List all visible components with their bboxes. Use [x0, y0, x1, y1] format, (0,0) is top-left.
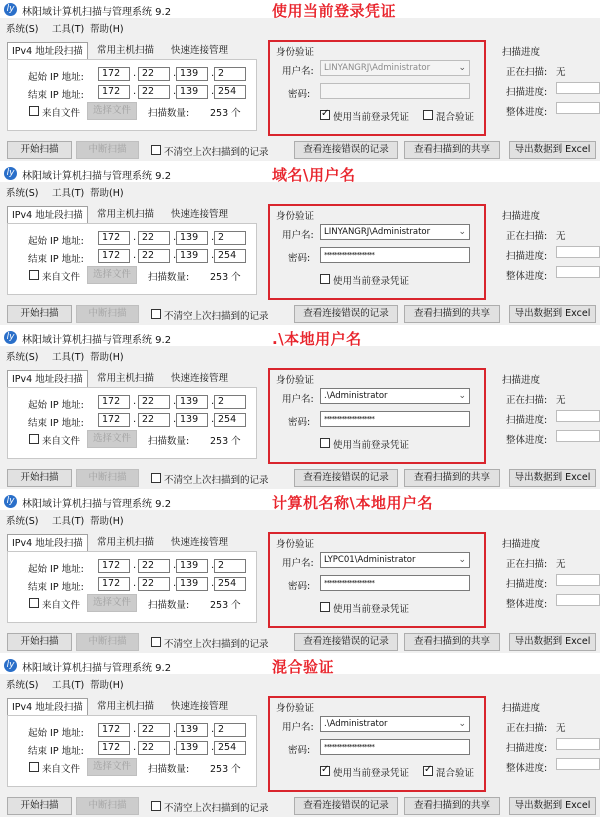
- tab-strip: [7, 534, 257, 552]
- password-field[interactable]: [320, 575, 470, 591]
- auth-group-title: 身份验证: [276, 375, 315, 386]
- password-mask: ********************: [324, 415, 374, 423]
- username-combobox[interactable]: [320, 388, 470, 404]
- start-ip-octet-2[interactable]: 22: [138, 559, 170, 573]
- password-mask: ********************: [324, 743, 374, 751]
- use-current-credentials-checkbox[interactable]: [320, 274, 330, 284]
- stop-scan-button[interactable]: 中断扫描: [76, 797, 139, 815]
- end-ip-label: 结束 IP 地址:: [28, 254, 84, 265]
- end-ip-octet-2[interactable]: 22: [138, 249, 170, 263]
- ip-dot: .: [173, 742, 177, 753]
- stop-scan-button[interactable]: 中断扫描: [76, 141, 139, 159]
- progress-group-title: 扫描进度: [502, 539, 541, 550]
- scanning-label: 正在扫描:: [506, 231, 548, 242]
- start-ip-octet-1[interactable]: 172: [98, 231, 130, 245]
- chevron-down-icon[interactable]: ⌄: [458, 555, 466, 565]
- start-ip-octet-1[interactable]: 172: [98, 559, 130, 573]
- end-ip-octet-2[interactable]: 22: [138, 741, 170, 755]
- end-ip-octet-3[interactable]: 139: [176, 85, 208, 99]
- start-ip-label: 起始 IP 地址:: [28, 400, 84, 411]
- ip-dot: .: [133, 250, 137, 261]
- start-ip-octet-2[interactable]: 22: [138, 723, 170, 737]
- start-ip-octet-3[interactable]: 139: [176, 395, 208, 409]
- ip-dot: .: [133, 68, 137, 79]
- end-ip-octet-3[interactable]: 139: [176, 413, 208, 427]
- menu-help[interactable]: 帮助(H): [90, 352, 124, 363]
- menu-help[interactable]: 帮助(H): [90, 516, 124, 527]
- mixed-auth-checkbox[interactable]: [423, 110, 433, 120]
- scan-count-value: 253 个: [210, 764, 241, 775]
- username-label: 用户名:: [282, 394, 314, 405]
- app-logo-icon: ly: [4, 167, 17, 180]
- progress-group-title: 扫描进度: [502, 703, 541, 714]
- end-ip-label: 结束 IP 地址:: [28, 746, 84, 757]
- mixed-auth-label: 混合验证: [436, 768, 475, 779]
- app-logo-icon: ly: [4, 3, 17, 16]
- view-shares-button[interactable]: 查看扫描到的共享: [404, 141, 500, 159]
- end-ip-octet-1[interactable]: 172: [98, 741, 130, 755]
- tab-ipv4-range[interactable]: IPv4 地址段扫描: [7, 534, 88, 552]
- ipv4-tab-panel: [7, 223, 257, 295]
- menu-system[interactable]: 系统(S): [6, 516, 39, 527]
- menu-bar: [0, 512, 600, 526]
- start-ip-octet-2[interactable]: 22: [138, 231, 170, 245]
- scan-progress-bar: [556, 410, 600, 422]
- view-shares-button[interactable]: 查看扫描到的共享: [404, 469, 500, 487]
- overall-progress-bar: [556, 758, 600, 770]
- scan-progress-label: 扫描进度:: [506, 87, 548, 98]
- end-ip-octet-1[interactable]: 172: [98, 249, 130, 263]
- from-file-checkbox[interactable]: [29, 434, 39, 444]
- annotation-caption: .\本地用户名: [272, 330, 362, 348]
- app-window-2: [0, 164, 600, 327]
- start-ip-octet-2[interactable]: 22: [138, 67, 170, 81]
- scan-progress-bar: [556, 574, 600, 586]
- view-connection-errors-button[interactable]: 查看连接错误的记录: [294, 633, 398, 651]
- ipv4-tab-panel: [7, 59, 257, 131]
- scan-count-label: 扫描数量:: [148, 108, 190, 119]
- ip-dot: .: [173, 396, 177, 407]
- choose-file-button[interactable]: 选择文件: [87, 594, 137, 612]
- use-current-credentials-label: 使用当前登录凭证: [333, 112, 410, 123]
- tab-quick-connect[interactable]: 快速连接管理: [171, 209, 229, 220]
- menu-help[interactable]: 帮助(H): [90, 188, 124, 199]
- start-ip-octet-1[interactable]: 172: [98, 67, 130, 81]
- menu-help[interactable]: 帮助(H): [90, 680, 124, 691]
- start-scan-button[interactable]: 开始扫描: [7, 797, 72, 815]
- ip-dot: .: [211, 560, 215, 571]
- ip-dot: .: [211, 396, 215, 407]
- overall-progress-label: 整体进度:: [506, 763, 548, 774]
- use-current-credentials-checkbox[interactable]: [320, 438, 330, 448]
- menu-system[interactable]: 系统(S): [6, 680, 39, 691]
- start-ip-octet-3[interactable]: 139: [176, 723, 208, 737]
- scan-progress-bar: [556, 738, 600, 750]
- app-window-5: [0, 656, 600, 819]
- use-current-credentials-checkbox[interactable]: [320, 766, 330, 776]
- annotation-caption: 使用当前登录凭证: [272, 2, 397, 20]
- username-value: .\Administrator: [324, 719, 388, 729]
- scanning-label: 正在扫描:: [506, 67, 548, 78]
- ip-dot: .: [211, 742, 215, 753]
- annotation-caption: 混合验证: [272, 658, 335, 676]
- password-field[interactable]: [320, 83, 470, 99]
- menu-help[interactable]: 帮助(H): [90, 24, 124, 35]
- overall-progress-bar: [556, 266, 600, 278]
- view-shares-button[interactable]: 查看扫描到的共享: [404, 633, 500, 651]
- ip-dot: .: [211, 68, 215, 79]
- password-label: 密码:: [288, 253, 311, 264]
- ipv4-tab-panel: [7, 715, 257, 787]
- overall-progress-bar: [556, 102, 600, 114]
- scan-count-label: 扫描数量:: [148, 764, 190, 775]
- export-excel-button[interactable]: 导出数据到 Excel: [509, 141, 596, 159]
- tab-strip: [7, 698, 257, 716]
- tab-strip: [7, 370, 257, 388]
- ip-dot: .: [173, 578, 177, 589]
- view-shares-button[interactable]: 查看扫描到的共享: [404, 797, 500, 815]
- ip-dot: .: [173, 414, 177, 425]
- tab-quick-connect[interactable]: 快速连接管理: [171, 537, 229, 548]
- tab-common-hosts[interactable]: 常用主机扫描: [97, 537, 155, 548]
- tab-ipv4-range[interactable]: IPv4 地址段扫描: [7, 698, 88, 716]
- overall-progress-label: 整体进度:: [506, 599, 548, 610]
- password-mask: ********************: [324, 251, 374, 259]
- from-file-checkbox[interactable]: [29, 762, 39, 772]
- scanning-value: 无: [556, 723, 566, 734]
- end-ip-octet-4[interactable]: 254: [214, 577, 246, 591]
- auth-group-title: 身份验证: [276, 539, 315, 550]
- app-logo-icon: ly: [4, 331, 17, 344]
- view-shares-button[interactable]: 查看扫描到的共享: [404, 305, 500, 323]
- auth-group-title: 身份验证: [276, 211, 315, 222]
- ip-dot: .: [173, 560, 177, 571]
- username-label: 用户名:: [282, 66, 314, 77]
- menu-tools[interactable]: 工具(T): [52, 516, 85, 527]
- export-excel-button[interactable]: 导出数据到 Excel: [509, 469, 596, 487]
- no-clear-checkbox[interactable]: [151, 637, 161, 647]
- ip-dot: .: [133, 578, 137, 589]
- end-ip-octet-3[interactable]: 139: [176, 249, 208, 263]
- start-ip-octet-4[interactable]: 2: [214, 559, 246, 573]
- view-connection-errors-button[interactable]: 查看连接错误的记录: [294, 305, 398, 323]
- app-logo-icon: ly: [4, 495, 17, 508]
- start-scan-button[interactable]: 开始扫描: [7, 141, 72, 159]
- auth-group-title: 身份验证: [276, 47, 315, 58]
- use-current-credentials-label: 使用当前登录凭证: [333, 276, 410, 287]
- username-label: 用户名:: [282, 230, 314, 241]
- no-clear-checkbox[interactable]: [151, 309, 161, 319]
- end-ip-octet-1[interactable]: 172: [98, 85, 130, 99]
- overall-progress-label: 整体进度:: [506, 435, 548, 446]
- username-combobox[interactable]: [320, 716, 470, 732]
- from-file-checkbox[interactable]: [29, 598, 39, 608]
- ip-dot: .: [173, 250, 177, 261]
- scanning-value: 无: [556, 67, 566, 78]
- view-connection-errors-button[interactable]: 查看连接错误的记录: [294, 141, 398, 159]
- app-window-3: [0, 328, 600, 491]
- progress-group-title: 扫描进度: [502, 375, 541, 386]
- start-scan-button[interactable]: 开始扫描: [7, 469, 72, 487]
- overall-progress-bar: [556, 430, 600, 442]
- end-ip-octet-2[interactable]: 22: [138, 577, 170, 591]
- scanning-value: 无: [556, 395, 566, 406]
- use-current-credentials-checkbox[interactable]: [320, 110, 330, 120]
- progress-group-title: 扫描进度: [502, 211, 541, 222]
- scan-count-value: 253 个: [210, 272, 241, 283]
- password-field[interactable]: [320, 247, 470, 263]
- window-title: 林阳域计算机扫描与管理系统 9.2: [22, 171, 172, 182]
- menu-bar: [0, 676, 600, 690]
- end-ip-octet-4[interactable]: 254: [214, 249, 246, 263]
- ip-dot: .: [133, 742, 137, 753]
- app-logo-icon: ly: [4, 659, 17, 672]
- tab-ipv4-range[interactable]: IPv4 地址段扫描: [7, 206, 88, 224]
- end-ip-octet-3[interactable]: 139: [176, 741, 208, 755]
- menu-tools[interactable]: 工具(T): [52, 352, 85, 363]
- username-combobox[interactable]: [320, 224, 470, 240]
- progress-group-title: 扫描进度: [502, 47, 541, 58]
- annotation-caption: 域名\用户名: [272, 166, 356, 184]
- choose-file-button[interactable]: 选择文件: [87, 758, 137, 776]
- export-excel-button[interactable]: 导出数据到 Excel: [509, 797, 596, 815]
- stop-scan-button[interactable]: 中断扫描: [76, 633, 139, 651]
- ip-dot: .: [133, 724, 137, 735]
- start-ip-label: 起始 IP 地址:: [28, 564, 84, 575]
- ip-dot: .: [173, 86, 177, 97]
- chevron-down-icon[interactable]: ⌄: [458, 63, 466, 73]
- overall-progress-bar: [556, 594, 600, 606]
- tab-quick-connect[interactable]: 快速连接管理: [171, 45, 229, 56]
- from-file-label: 来自文件: [42, 600, 81, 611]
- password-field[interactable]: [320, 411, 470, 427]
- scan-progress-bar: [556, 82, 600, 94]
- menu-system[interactable]: 系统(S): [6, 24, 39, 35]
- stop-scan-button[interactable]: 中断扫描: [76, 469, 139, 487]
- choose-file-button[interactable]: 选择文件: [87, 430, 137, 448]
- start-ip-octet-3[interactable]: 139: [176, 231, 208, 245]
- start-ip-label: 起始 IP 地址:: [28, 728, 84, 739]
- mixed-auth-label: 混合验证: [436, 112, 475, 123]
- scanning-label: 正在扫描:: [506, 723, 548, 734]
- view-connection-errors-button[interactable]: 查看连接错误的记录: [294, 469, 398, 487]
- end-ip-octet-2[interactable]: 22: [138, 413, 170, 427]
- scanning-value: 无: [556, 231, 566, 242]
- ip-dot: .: [211, 414, 215, 425]
- username-label: 用户名:: [282, 722, 314, 733]
- auth-group-title: 身份验证: [276, 703, 315, 714]
- scan-progress-label: 扫描进度:: [506, 579, 548, 590]
- username-value: LINYANGRJ\Administrator: [324, 227, 431, 237]
- end-ip-octet-4[interactable]: 254: [214, 85, 246, 99]
- window-title: 林阳域计算机扫描与管理系统 9.2: [22, 663, 172, 674]
- ip-dot: .: [211, 724, 215, 735]
- start-ip-label: 起始 IP 地址:: [28, 72, 84, 83]
- start-ip-octet-1[interactable]: 172: [98, 723, 130, 737]
- chevron-down-icon[interactable]: ⌄: [458, 391, 466, 401]
- from-file-label: 来自文件: [42, 272, 81, 283]
- mixed-auth-checkbox[interactable]: [423, 766, 433, 776]
- from-file-label: 来自文件: [42, 108, 81, 119]
- no-clear-label: 不清空上次扫描到的记录: [164, 147, 269, 158]
- start-ip-octet-4[interactable]: 2: [214, 67, 246, 81]
- start-ip-octet-1[interactable]: 172: [98, 395, 130, 409]
- end-ip-label: 结束 IP 地址:: [28, 418, 84, 429]
- choose-file-button[interactable]: 选择文件: [87, 102, 137, 120]
- end-ip-label: 结束 IP 地址:: [28, 90, 84, 101]
- export-excel-button[interactable]: 导出数据到 Excel: [509, 633, 596, 651]
- scan-progress-label: 扫描进度:: [506, 251, 548, 262]
- ip-dot: .: [173, 232, 177, 243]
- start-ip-octet-4[interactable]: 2: [214, 723, 246, 737]
- tab-common-hosts[interactable]: 常用主机扫描: [97, 701, 155, 712]
- scan-count-label: 扫描数量:: [148, 436, 190, 447]
- use-current-credentials-label: 使用当前登录凭证: [333, 768, 410, 779]
- password-mask: ********************: [324, 579, 374, 587]
- menu-bar: [0, 348, 600, 362]
- username-label: 用户名:: [282, 558, 314, 569]
- export-excel-button[interactable]: 导出数据到 Excel: [509, 305, 596, 323]
- tab-ipv4-range[interactable]: IPv4 地址段扫描: [7, 370, 88, 388]
- no-clear-label: 不清空上次扫描到的记录: [164, 311, 269, 322]
- ip-dot: .: [173, 724, 177, 735]
- ipv4-tab-panel: [7, 387, 257, 459]
- view-connection-errors-button[interactable]: 查看连接错误的记录: [294, 797, 398, 815]
- start-ip-octet-4[interactable]: 2: [214, 231, 246, 245]
- window-title: 林阳域计算机扫描与管理系统 9.2: [22, 7, 172, 18]
- start-ip-octet-2[interactable]: 22: [138, 395, 170, 409]
- scanning-value: 无: [556, 559, 566, 570]
- end-ip-octet-3[interactable]: 139: [176, 577, 208, 591]
- ip-dot: .: [211, 250, 215, 261]
- no-clear-checkbox[interactable]: [151, 473, 161, 483]
- end-ip-octet-1[interactable]: 172: [98, 413, 130, 427]
- overall-progress-label: 整体进度:: [506, 271, 548, 282]
- password-label: 密码:: [288, 417, 311, 428]
- from-file-label: 来自文件: [42, 764, 81, 775]
- password-label: 密码:: [288, 581, 311, 592]
- stop-scan-button[interactable]: 中断扫描: [76, 305, 139, 323]
- ipv4-tab-panel: [7, 551, 257, 623]
- end-ip-octet-1[interactable]: 172: [98, 577, 130, 591]
- start-ip-octet-4[interactable]: 2: [214, 395, 246, 409]
- menu-bar: [0, 184, 600, 198]
- username-combobox[interactable]: [320, 552, 470, 568]
- ip-dot: .: [211, 578, 215, 589]
- password-label: 密码:: [288, 745, 311, 756]
- window-title: 林阳域计算机扫描与管理系统 9.2: [22, 499, 172, 510]
- app-window-1: [0, 0, 600, 163]
- scanning-label: 正在扫描:: [506, 395, 548, 406]
- choose-file-button[interactable]: 选择文件: [87, 266, 137, 284]
- username-value: LYPC01\Administrator: [324, 555, 416, 565]
- menu-system[interactable]: 系统(S): [6, 188, 39, 199]
- scan-count-value: 253 个: [210, 600, 241, 611]
- tab-strip: [7, 42, 257, 60]
- menu-tools[interactable]: 工具(T): [52, 24, 85, 35]
- start-scan-button[interactable]: 开始扫描: [7, 305, 72, 323]
- scanning-label: 正在扫描:: [506, 559, 548, 570]
- ip-dot: .: [133, 396, 137, 407]
- tab-common-hosts[interactable]: 常用主机扫描: [97, 209, 155, 220]
- end-ip-label: 结束 IP 地址:: [28, 582, 84, 593]
- from-file-checkbox[interactable]: [29, 270, 39, 280]
- no-clear-label: 不清空上次扫描到的记录: [164, 639, 269, 650]
- tab-quick-connect[interactable]: 快速连接管理: [171, 373, 229, 384]
- no-clear-label: 不清空上次扫描到的记录: [164, 803, 269, 814]
- start-ip-octet-3[interactable]: 139: [176, 559, 208, 573]
- no-clear-checkbox[interactable]: [151, 145, 161, 155]
- start-scan-button[interactable]: 开始扫描: [7, 633, 72, 651]
- ip-dot: .: [133, 560, 137, 571]
- tab-strip: [7, 206, 257, 224]
- use-current-credentials-checkbox[interactable]: [320, 602, 330, 612]
- tab-common-hosts[interactable]: 常用主机扫描: [97, 373, 155, 384]
- scan-progress-bar: [556, 246, 600, 258]
- scan-count-label: 扫描数量:: [148, 272, 190, 283]
- scan-count-value: 253 个: [210, 436, 241, 447]
- start-ip-octet-3[interactable]: 139: [176, 67, 208, 81]
- from-file-checkbox[interactable]: [29, 106, 39, 116]
- ip-dot: .: [211, 232, 215, 243]
- end-ip-octet-2[interactable]: 22: [138, 85, 170, 99]
- use-current-credentials-label: 使用当前登录凭证: [333, 604, 410, 615]
- username-combobox[interactable]: [320, 60, 470, 76]
- tab-ipv4-range[interactable]: IPv4 地址段扫描: [7, 42, 88, 60]
- ip-dot: .: [133, 232, 137, 243]
- ip-dot: .: [133, 86, 137, 97]
- overall-progress-label: 整体进度:: [506, 107, 548, 118]
- window-title: 林阳域计算机扫描与管理系统 9.2: [22, 335, 172, 346]
- username-value: .\Administrator: [324, 391, 388, 401]
- tab-common-hosts[interactable]: 常用主机扫描: [97, 45, 155, 56]
- no-clear-checkbox[interactable]: [151, 801, 161, 811]
- from-file-label: 来自文件: [42, 436, 81, 447]
- no-clear-label: 不清空上次扫描到的记录: [164, 475, 269, 486]
- start-ip-label: 起始 IP 地址:: [28, 236, 84, 247]
- use-current-credentials-label: 使用当前登录凭证: [333, 440, 410, 451]
- password-label: 密码:: [288, 89, 311, 100]
- ip-dot: .: [173, 68, 177, 79]
- end-ip-octet-4[interactable]: 254: [214, 741, 246, 755]
- ip-dot: .: [133, 414, 137, 425]
- scan-count-value: 253 个: [210, 108, 241, 119]
- password-field[interactable]: [320, 739, 470, 755]
- menu-tools[interactable]: 工具(T): [52, 188, 85, 199]
- scan-progress-label: 扫描进度:: [506, 743, 548, 754]
- ip-dot: .: [211, 86, 215, 97]
- end-ip-octet-4[interactable]: 254: [214, 413, 246, 427]
- username-value: LINYANGRJ\Administrator: [324, 63, 431, 73]
- annotation-caption: 计算机名称\本地用户名: [272, 494, 433, 512]
- app-window-4: [0, 492, 600, 655]
- menu-bar: [0, 20, 600, 34]
- chevron-down-icon[interactable]: ⌄: [458, 227, 466, 237]
- menu-system[interactable]: 系统(S): [6, 352, 39, 363]
- tab-quick-connect[interactable]: 快速连接管理: [171, 701, 229, 712]
- menu-tools[interactable]: 工具(T): [52, 680, 85, 691]
- scan-progress-label: 扫描进度:: [506, 415, 548, 426]
- scan-count-label: 扫描数量:: [148, 600, 190, 611]
- chevron-down-icon[interactable]: ⌄: [458, 719, 466, 729]
